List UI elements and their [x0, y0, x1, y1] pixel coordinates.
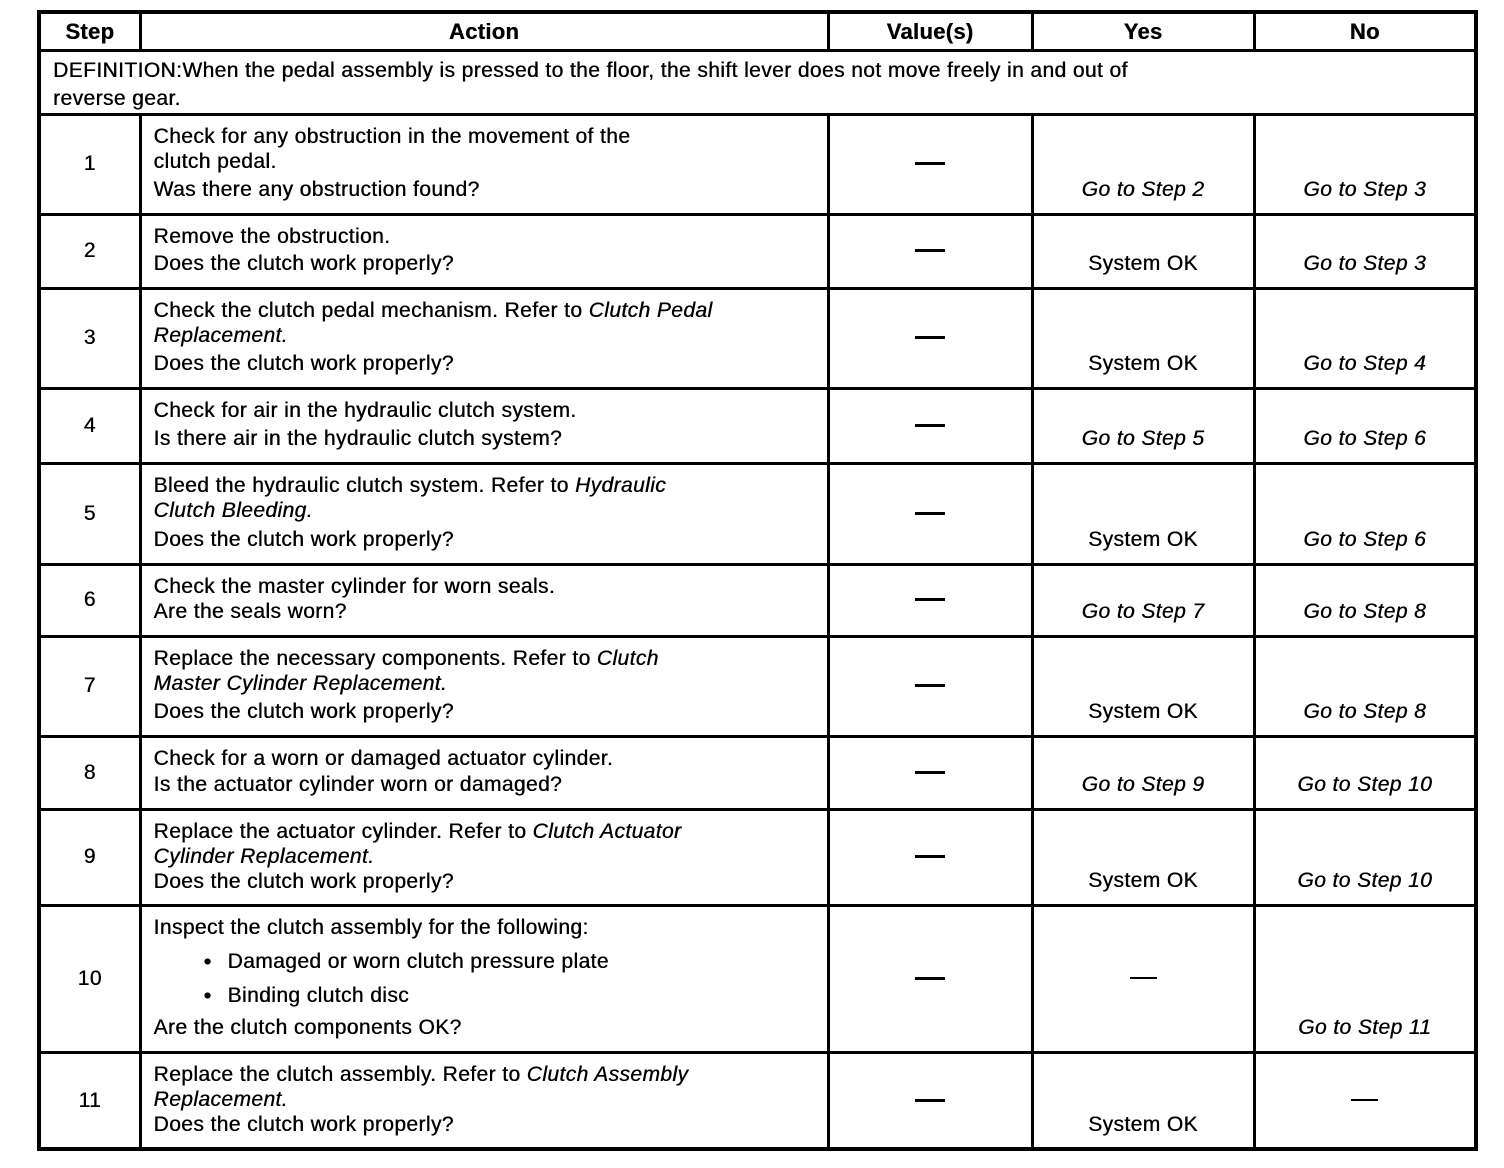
no-cell — [1254, 388, 1476, 463]
action-text — [154, 915, 815, 940]
step-number: 8 — [83, 760, 96, 784]
em-dash — [915, 977, 945, 980]
step-cell — [39, 905, 140, 1052]
table-row — [39, 905, 1476, 1052]
answer-text: System OK — [1088, 527, 1198, 551]
em-dash — [1351, 1099, 1378, 1101]
answer-text: System OK — [1088, 868, 1198, 892]
step-number: 3 — [83, 326, 96, 349]
answer-text: System OK — [1088, 351, 1198, 375]
definition-line-1: DEFINITION:When the pedal assembly is pressed to the floor, the shift lever does not move freely in and out of — [53, 58, 1128, 82]
action-line: Check for a worn or damaged actuator cylinder. — [153, 746, 614, 770]
action-line: Replace the necessary components. Refer to Clutch — [153, 646, 659, 670]
action-line: Bleed the hydraulic clutch system. Refer to Hydraulic — [153, 473, 667, 497]
answer-text: Go to Step 11 — [1298, 1015, 1432, 1039]
em-dash — [915, 249, 945, 252]
action-cell — [140, 114, 828, 214]
step-cell — [39, 736, 140, 809]
yes-cell — [1032, 736, 1254, 809]
action-line: Replace the clutch assembly. Refer to Clutch Assembly — [153, 1062, 689, 1086]
action-text — [154, 224, 815, 249]
value-cell — [828, 736, 1032, 809]
answer-text: Go to Step 6 — [1303, 426, 1427, 450]
header-cell-action: Action — [140, 12, 828, 50]
value-cell — [828, 288, 1032, 388]
action-line: Replacement. — [153, 1087, 288, 1111]
value-cell — [828, 809, 1032, 905]
question-text: Is there air in the hydraulic clutch system? — [153, 426, 563, 450]
no-cell — [1254, 564, 1476, 636]
answer-text: Go to Step 7 — [1081, 599, 1205, 623]
answer-text: Go to Step 8 — [1303, 699, 1427, 723]
question-text: Is the actuator cylinder worn or damaged? — [153, 772, 563, 796]
table-row — [39, 214, 1476, 288]
step-cell — [39, 114, 140, 214]
action-line: Remove the obstruction. — [153, 224, 391, 248]
answer-text: Go to Step 8 — [1303, 599, 1427, 623]
step-number: 2 — [83, 239, 96, 262]
bullet-item: • Damaged or worn clutch pressure plate — [204, 949, 815, 974]
action-line: Replace the actuator cylinder. Refer to Clutch Actuator — [153, 819, 682, 843]
yes-cell — [1032, 288, 1254, 388]
table-row — [39, 736, 1476, 809]
no-cell — [1254, 114, 1476, 214]
definition-cell — [39, 50, 1476, 114]
yes-cell — [1032, 463, 1254, 564]
action-cell — [140, 214, 828, 288]
value-cell — [828, 564, 1032, 636]
step-cell — [39, 214, 140, 288]
step-cell — [39, 288, 140, 388]
question-text: Was there any obstruction found? — [153, 177, 480, 201]
action-line: clutch pedal. — [153, 149, 277, 173]
em-dash — [915, 1099, 945, 1102]
action-cell — [140, 905, 828, 1052]
table-row — [39, 809, 1476, 905]
yes-cell — [1032, 636, 1254, 736]
value-cell — [828, 388, 1032, 463]
no-cell — [1254, 736, 1476, 809]
answer-text: Go to Step 10 — [1297, 772, 1433, 796]
action-cell — [140, 809, 828, 905]
table-row — [39, 564, 1476, 636]
table-row — [39, 388, 1476, 463]
definition-line-2: reverse gear. — [53, 86, 181, 110]
no-cell — [1254, 288, 1476, 388]
em-dash — [915, 855, 945, 858]
question-text: Are the seals worn? — [153, 599, 347, 623]
yes-cell — [1032, 388, 1254, 463]
no-cell — [1254, 1052, 1476, 1149]
value-cell — [828, 1052, 1032, 1149]
table-row — [39, 463, 1476, 564]
em-dash — [1130, 977, 1157, 979]
question-text: Are the clutch components OK? — [153, 1015, 462, 1039]
action-text — [154, 1062, 815, 1112]
action-cell — [140, 463, 828, 564]
header-row — [39, 12, 1476, 50]
action-cell — [140, 636, 828, 736]
step-cell — [39, 564, 140, 636]
question-text: Does the clutch work properly? — [153, 351, 454, 375]
yes-cell — [1032, 1052, 1254, 1149]
action-line: Check the master cylinder for worn seals. — [153, 574, 556, 598]
header-cell-no: No — [1254, 12, 1476, 50]
no-cell — [1254, 463, 1476, 564]
action-cell — [140, 564, 828, 636]
no-cell — [1254, 809, 1476, 905]
answer-text: System OK — [1088, 251, 1198, 275]
step-number: 5 — [83, 501, 96, 525]
em-dash — [915, 684, 945, 687]
action-text — [154, 124, 815, 174]
definition-row — [39, 50, 1476, 114]
header-cell-step: Step — [39, 12, 140, 50]
question-text: Does the clutch work properly? — [153, 527, 454, 551]
no-cell — [1254, 636, 1476, 736]
table-row — [39, 114, 1476, 214]
header-cell-yes: Yes — [1032, 12, 1254, 50]
value-cell — [828, 214, 1032, 288]
no-cell — [1254, 214, 1476, 288]
step-number: 4 — [83, 413, 96, 437]
action-line: Master Cylinder Replacement. — [153, 671, 448, 695]
step-number: 6 — [83, 588, 96, 611]
em-dash — [915, 771, 945, 774]
table-row — [39, 1052, 1476, 1149]
step-number: 7 — [83, 674, 96, 697]
question-text: Does the clutch work properly? — [153, 1112, 454, 1136]
action-text — [154, 298, 815, 348]
answer-text: Go to Step 3 — [1303, 177, 1427, 201]
steps-body — [39, 50, 1476, 1149]
table-row — [39, 288, 1476, 388]
action-text — [154, 819, 815, 869]
action-line: Check for any obstruction in the movement of the — [153, 124, 631, 148]
step-number: 9 — [83, 845, 96, 868]
value-cell — [828, 636, 1032, 736]
yes-cell — [1032, 905, 1254, 1052]
value-cell — [828, 114, 1032, 214]
action-line: Check the clutch pedal mechanism. Refer to Clutch Pedal — [153, 298, 713, 322]
action-text — [154, 398, 815, 423]
value-cell — [828, 905, 1032, 1052]
action-text — [154, 746, 815, 771]
action-line: Check for air in the hydraulic clutch system. — [153, 398, 577, 422]
step-cell — [39, 388, 140, 463]
answer-text: System OK — [1088, 699, 1198, 723]
answer-text: Go to Step 9 — [1081, 772, 1205, 796]
step-number: 11 — [78, 1088, 102, 1112]
action-line: Replacement. — [153, 323, 288, 347]
yes-cell — [1032, 564, 1254, 636]
definition-text — [41, 52, 1474, 113]
table-row — [39, 636, 1476, 736]
em-dash — [915, 162, 945, 165]
action-cell — [140, 288, 828, 388]
action-cell — [140, 388, 828, 463]
answer-text: Go to Step 2 — [1081, 177, 1205, 201]
step-number: 1 — [83, 152, 96, 175]
em-dash — [915, 598, 945, 601]
step-cell — [39, 463, 140, 564]
yes-cell — [1032, 809, 1254, 905]
answer-text: Go to Step 5 — [1081, 426, 1205, 450]
value-cell — [828, 463, 1032, 564]
question-text: Does the clutch work properly? — [153, 869, 454, 893]
answer-text: Go to Step 10 — [1297, 868, 1433, 892]
yes-cell — [1032, 214, 1254, 288]
step-cell — [39, 809, 140, 905]
yes-cell — [1032, 114, 1254, 214]
header-cell-values: Value(s) — [828, 12, 1032, 50]
step-cell — [39, 636, 140, 736]
bullet-list — [204, 949, 815, 1008]
answer-text: Go to Step 3 — [1303, 251, 1427, 275]
bullet-item: • Binding clutch disc — [204, 983, 815, 1008]
diagnostic-table — [37, 10, 1478, 1151]
action-line: Inspect the clutch assembly for the following: — [153, 915, 589, 939]
action-line: Clutch Bleeding. — [153, 498, 313, 522]
no-cell — [1254, 905, 1476, 1052]
action-cell — [140, 736, 828, 809]
action-text — [154, 473, 815, 523]
step-number: 10 — [77, 966, 102, 990]
answer-text: System OK — [1088, 1112, 1198, 1136]
action-text — [154, 646, 815, 696]
question-text: Does the clutch work properly? — [153, 699, 454, 723]
em-dash — [915, 512, 945, 515]
answer-text: Go to Step 4 — [1303, 351, 1427, 375]
em-dash — [915, 336, 945, 339]
answer-text: Go to Step 6 — [1303, 527, 1427, 551]
em-dash — [915, 424, 945, 427]
step-cell — [39, 1052, 140, 1149]
question-text: Does the clutch work properly? — [153, 251, 454, 275]
action-line: Cylinder Replacement. — [153, 844, 375, 868]
action-text — [154, 574, 815, 599]
action-cell — [140, 1052, 828, 1149]
